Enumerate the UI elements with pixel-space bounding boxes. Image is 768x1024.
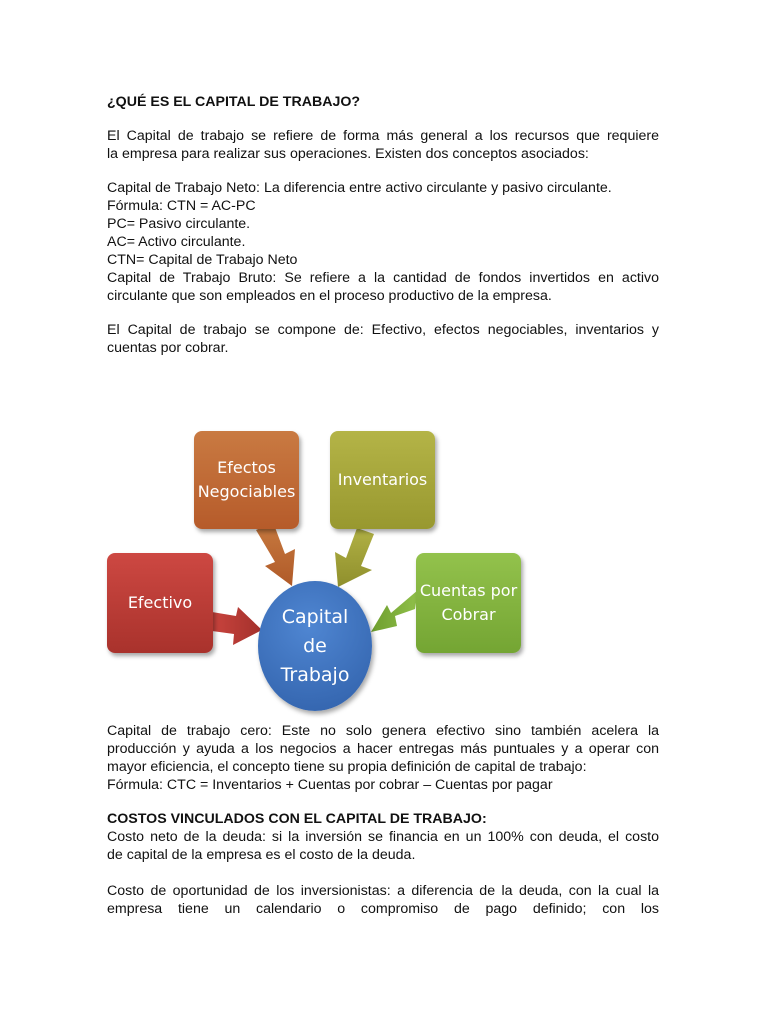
- costo-oportunidad-paragraph: [107, 882, 659, 918]
- efectivo-box: [107, 553, 213, 653]
- costo-oportunidad-line-2: empresa tiene un calendario o compromiso de pago definido; con los: [107, 901, 659, 917]
- costo-neto-line-1: Costo neto de la deuda: si la inversión se financia en un 100% con deuda, el costo: [107, 829, 659, 845]
- cero-formula: Fórmula: CTC = Inventarios + Cuentas por cobrar – Cuentas por pagar: [107, 777, 553, 793]
- costos-heading: COSTOS VINCULADOS CON EL CAPITAL DE TRABAJO:: [107, 811, 487, 827]
- efectos-negociables-box: [194, 431, 299, 529]
- cero-paragraph: [107, 722, 659, 794]
- inventarios-label: Inventarios: [337, 470, 428, 489]
- arrow-efectos: [256, 522, 295, 586]
- composition-line-2: cuentas por cobrar.: [107, 340, 229, 356]
- costo-neto-paragraph: [107, 828, 659, 864]
- cuentas-por-cobrar-box: [416, 553, 521, 653]
- cero-line-1: Capital de trabajo cero: Este no solo genera efectivo sino también acelera la: [107, 723, 659, 739]
- capital-de-trabajo-circle: [258, 581, 372, 711]
- page-heading: ¿QUÉ ES EL CAPITAL DE TRABAJO?: [107, 94, 361, 110]
- capital-de-trabajo-label: Capital de Trabajo: [280, 605, 350, 686]
- cero-line-3: mayor eficiencia, el concepto tiene su propia definición de capital de trabajo:: [107, 759, 587, 775]
- arrow-efectivo: [212, 607, 262, 645]
- intro-line-1: El Capital de trabajo se refiere de forma más general a los recursos que requiere: [107, 128, 659, 144]
- efectivo-label: Efectivo: [127, 593, 193, 612]
- cuentas-por-cobrar-label: Cuentas por Cobrar: [419, 581, 518, 624]
- efectos-negociables-label: Efectos Negociables: [197, 458, 296, 501]
- costo-oportunidad-line-1: Costo de oportunidad de los inversionistas: a diferencia de la deuda, con la cual la: [107, 883, 659, 899]
- ctn-abbrev: CTN= Capital de Trabajo Neto: [107, 252, 298, 268]
- bruto-line-2: circulante que son empleados en el proceso productivo de la empresa.: [107, 288, 552, 304]
- cero-line-2: producción y ayuda a los negocios a hacer entregas más puntuales y a operar con: [107, 741, 659, 757]
- ac-definition: AC= Activo circulante.: [107, 234, 246, 250]
- intro-line-2: la empresa para realizar sus operaciones. Existen dos conceptos asociados:: [107, 146, 589, 162]
- arrow-inventarios: [335, 528, 374, 587]
- arrow-cuentas: [371, 590, 418, 632]
- bruto-line-1: Capital de Trabajo Bruto: Se refiere a la cantidad de fondos invertidos en activo: [107, 270, 659, 286]
- pc-definition: PC= Pasivo circulante.: [107, 216, 251, 232]
- ctn-definition: Capital de Trabajo Neto: La diferencia entre activo circulante y pasivo circulante.: [107, 180, 612, 196]
- composition-line-1: El Capital de trabajo se compone de: Efectivo, efectos negociables, inventarios y: [107, 322, 659, 338]
- costo-neto-line-2: de capital de la empresa es el costo de la deuda.: [107, 847, 416, 863]
- inventarios-box: [330, 431, 435, 529]
- ctn-formula: Fórmula: CTN = AC-PC: [107, 198, 256, 214]
